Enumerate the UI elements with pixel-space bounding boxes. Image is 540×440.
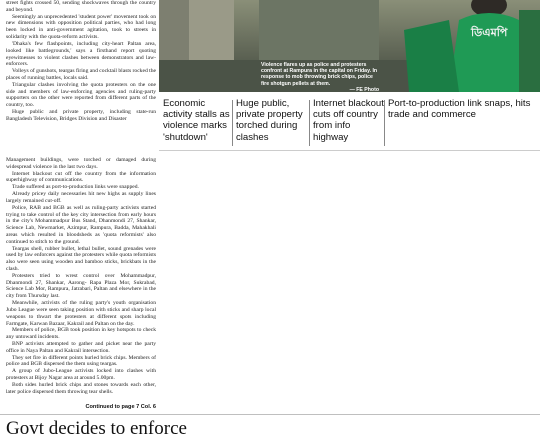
paragraph: Triangular clashes involving the quota protesters on the one side and members of law-enforcing agencies and ruling-party supporters on the other were reported from different parts of the country, too.	[6, 81, 156, 109]
paragraph: Members of police, BGB took position in key hotspots to check any untoward incidents.	[6, 327, 156, 341]
paragraph: Teargas shell, rubber bullet, lethal bullet, sound grenades were used by law enforcers against the protesters while quota reformists also were seen using wooden and bamboo sticks, brickbats in the clash.	[6, 245, 156, 272]
continued-line[interactable]: Continued to page 7 Col. 6	[85, 404, 156, 410]
article-column-1	[6, 0, 156, 123]
teaser-text[interactable]: Port-to-production link snaps, hits trade and commerce	[388, 98, 531, 121]
teaser-divider	[384, 100, 385, 146]
teaser-text[interactable]: Economic activity stalls as violence marks 'shutdown'	[163, 98, 230, 143]
teaser-divider	[309, 100, 310, 146]
paragraph: Volleys of gunshots, teargas firing and cocktail blasts rocked the places of running battles, locals said.	[6, 68, 156, 81]
next-headline[interactable]: Govt decides to enforce	[6, 418, 187, 439]
teaser-rule	[159, 150, 540, 151]
teaser-text[interactable]: Internet blackout cuts off country from info highway	[313, 98, 384, 143]
paragraph: Meanwhile, activists of the ruling party's youth organisation Jubo League were seen taking position with sticks and sharp local weapons to thwart the protesters at different spots including Farmgate, Karwan Bazaar, Kakrail and Paltan on the day.	[6, 300, 156, 327]
paragraph: Protesters tried to wrest control over Mohammadpur, Dhanmondi 27, Shankar, Aarong- Rapa Plaza Mor, Sukrabad, Science Lab Mor, Rampura, Jatrabari, Paltan and elsewhere in the city from Thursday last.	[6, 272, 156, 300]
teaser-divider	[232, 100, 233, 146]
paragraph: Management buildings, were torched or damaged during widespread violence in the last two days.	[6, 157, 156, 170]
paragraph: 'Dhaka's few flashpoints, including city-heart Paltan area, looked like battlegrounds,' says a firsthand report quoting eyewitnesses to violent clashes between demonstrators and law-enforcers.	[6, 40, 156, 68]
teaser-text[interactable]: Huge public, private property torched during clashes	[236, 98, 303, 143]
photo-caption	[261, 62, 379, 93]
caption-text: Violence flares up as police and protesters confront at Rampura in the capital on Friday. In response to mob throwing brick chips, police fire shotgun pellets at them.	[261, 62, 378, 87]
paragraph: street fights crossed 50, sending shockwaves through the country and beyond.	[6, 0, 156, 13]
paragraph: Trade suffered as port-to-production links were snapped.	[12, 184, 139, 191]
paragraph: They set fire in different points hurled brick chips. Members of police and BGB dispersed the them using teargas.	[6, 354, 156, 368]
paragraph: Seemingly an unprecedented 'student power' movement took on new dimensions with opposition political parties, who had long been locked in anti-government agitation, took to streets in solidarity with the quota-reform activists.	[6, 13, 156, 41]
paragraph: Already pricey daily necessaries hit new highs as supply lines largely remained cut-off.	[6, 191, 156, 204]
photo-credit: — FE Photo	[349, 86, 379, 93]
paragraph: BNP activists attempted to gather and picket near the party office in Naya Paltan and Kakrail intersection.	[6, 340, 156, 354]
jersey-text: ডিএমপি	[471, 26, 508, 39]
paragraph: A group of Jubo-League activists locked into clashes with protesters at Bijoy Nagar area at around 5.00pm.	[6, 368, 156, 381]
paragraph: Internet blackout cut off the country from the information superhighway of communications.	[6, 170, 156, 184]
article-column-2	[6, 157, 156, 395]
paragraph: Police, RAB and BGB as well as ruling-party activists started trying to take control of the key city intersection from early hours in the city's Mohammadpur Bus Stand, Dhanmondi 27, Shankar, Science Lab, Newmarket, Azimpur, Rampura, Badda, Mahakhali areas which resulted in bloodsheds as 'quota reformists' also continued to stitch to the ground.	[6, 204, 156, 245]
section-divider	[0, 414, 540, 415]
paragraph: Huge public and private property, including state-run Bangladesh Television, Bridges Division and Disaster	[6, 109, 156, 122]
paragraph: Both sides hurled brick chips and stones towards each other, later police dispersed them throwing tear shells.	[6, 381, 156, 395]
